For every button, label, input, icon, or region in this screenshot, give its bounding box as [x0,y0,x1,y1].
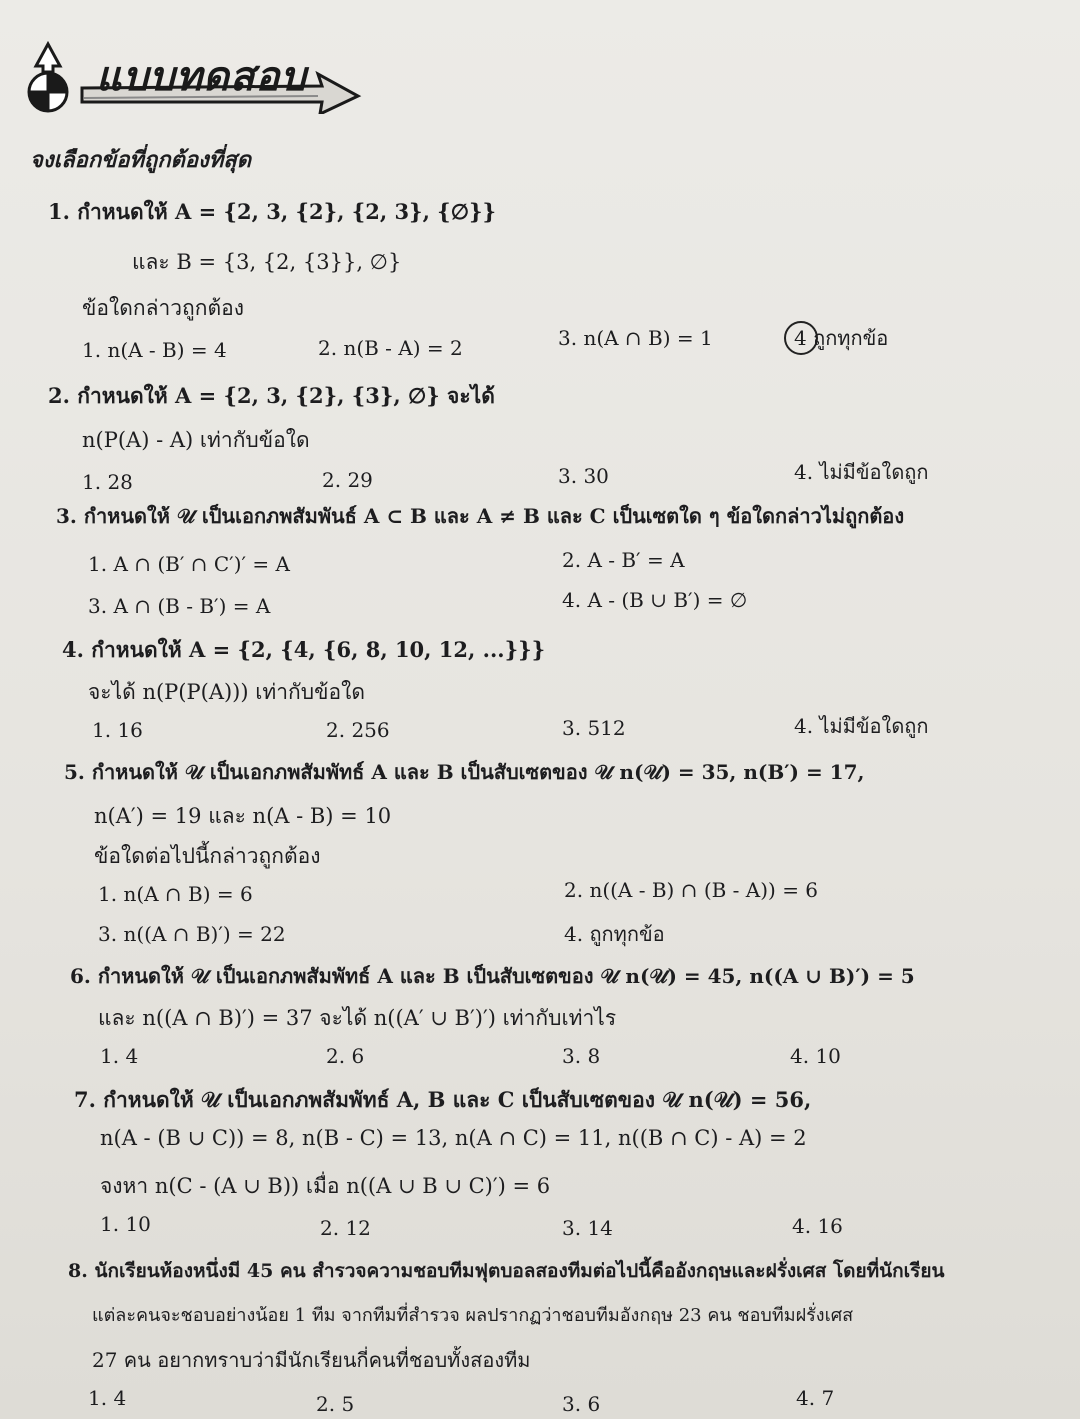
q4-choice-3[interactable]: 3. 512 [562,716,626,740]
q7-choice-3[interactable]: 3. 14 [562,1216,613,1240]
q6-choice-1[interactable]: 1. 4 [100,1044,139,1068]
q2-stem: 2. กำหนดให้ A = {2, 3, {2}, {3}, ∅} จะได้ [48,383,495,408]
q3-choice-2[interactable]: 2. A - B′ = A [562,548,685,572]
q1-choice-2[interactable]: 2. n(B - A) = 2 [318,336,463,360]
q1-choice-1[interactable]: 1. n(A - B) = 4 [82,338,227,362]
q1-choice-3[interactable]: 3. n(A ∩ B) = 1 [558,326,713,350]
q3-choice-1[interactable]: 1. A ∩ (B′ ∩ C′)′ = A [88,552,290,576]
q3-choice-3[interactable]: 3. A ∩ (B - B′) = A [88,594,271,618]
q4-choice-2[interactable]: 2. 256 [326,718,390,742]
q5-stem: 5. กำหนดให้ 𝒰 เป็นเอกภพสัมพัทธ์ A และ B เป็นสับเซตของ 𝒰 n(𝒰) = 35, n(B′) = 17, [64,760,865,784]
q2-choice-2[interactable]: 2. 29 [322,468,373,492]
q7-stem: 7. กำหนดให้ 𝒰 เป็นเอกภพสัมพัทธ์ A, B และ C เป็นสับเซตของ 𝒰 n(𝒰) = 56, [74,1087,812,1112]
q6-choice-2[interactable]: 2. 6 [326,1044,365,1068]
q3-stem: 3. กำหนดให้ 𝒰 เป็นเอกภพสัมพันธ์ A ⊂ B และ A ≠ B และ C เป็นเซตใด ๆ ข้อใดกล่าวไม่ถูกต้อง [56,504,905,528]
q8-stem-line3: 27 คน อยากทราบว่ามีนักเรียนกี่คนที่ชอบทั้งสองทีม [92,1348,531,1372]
q6-choice-3[interactable]: 3. 8 [562,1044,601,1068]
q6-choice-4[interactable]: 4. 10 [790,1044,841,1068]
q7-choice-1[interactable]: 1. 10 [100,1212,151,1236]
q5-choice-3[interactable]: 3. n((A ∩ B)′) = 22 [98,922,286,946]
instruction-text: จงเลือกข้อที่ถูกต้องที่สุด [30,148,252,173]
q4-choice-4[interactable]: 4. ไม่มีข้อใดถูก [794,714,929,738]
q1-stem: 1. กำหนดให้ A = {2, 3, {2}, {2, 3}, {∅}} [48,199,496,224]
q7-stem-line3: จงหา n(C - (A ∪ B)) เมื่อ n((A ∪ B ∪ C)′) = 6 [100,1174,551,1198]
q2-choice-1[interactable]: 1. 28 [82,470,133,494]
q8-choice-1[interactable]: 1. 4 [88,1386,127,1410]
q8-choice-2[interactable]: 2. 5 [316,1392,355,1416]
q1-choice-4[interactable]: 4 ถูกทุกข้อ [794,326,889,350]
header-title: แบบทดสอบ [96,54,307,100]
q2-stem-line2: n(P(A) - A) เท่ากับข้อใด [82,428,310,452]
q5-stem-line3: ข้อใดต่อไปนี้กล่าวถูกต้อง [94,844,321,868]
exam-header [22,36,362,114]
q8-choice-3[interactable]: 3. 6 [562,1392,601,1416]
q4-stem-line2: จะได้ n(P(P(A))) เท่ากับข้อใด [88,680,365,704]
q1-stem-line2: และ B = {3, {2, {3}}, ∅} [132,250,402,274]
q7-choice-4[interactable]: 4. 16 [792,1214,843,1238]
q4-stem: 4. กำหนดให้ A = {2, {4, {6, 8, 10, 12, ...}}} [62,637,546,662]
q5-choice-4[interactable]: 4. ถูกทุกข้อ [564,922,665,946]
q8-stem-line2: แต่ละคนจะชอบอย่างน้อย 1 ทีม จากทีมที่สำรวจ ผลปรากฏว่าชอบทีมอังกฤษ 23 คน ชอบทีมฝรั่งเศส [92,1305,854,1326]
q5-choice-2[interactable]: 2. n((A - B) ∩ (B - A)) = 6 [564,878,819,902]
q3-choice-4[interactable]: 4. A - (B ∪ B′) = ∅ [562,588,748,612]
q5-choice-1[interactable]: 1. n(A ∩ B) = 6 [98,882,253,906]
q7-stem-line2: n(A - (B ∪ C)) = 8, n(B - C) = 13, n(A ∩ C) = 11, n((B ∩ C) - A) = 2 [100,1126,807,1150]
q2-choice-4[interactable]: 4. ไม่มีข้อใดถูก [794,460,929,484]
q7-choice-2[interactable]: 2. 12 [320,1216,371,1240]
q2-choice-3[interactable]: 3. 30 [558,464,609,488]
q4-choice-1[interactable]: 1. 16 [92,718,143,742]
q6-stem-line2: และ n((A ∩ B)′) = 37 จะได้ n((A′ ∪ B′)′) เท่ากับเท่าไร [98,1006,617,1030]
q5-stem-line2: n(A′) = 19 และ n(A - B) = 10 [94,804,392,828]
q1-stem-line3: ข้อใดกล่าวถูกต้อง [82,296,244,320]
q6-stem: 6. กำหนดให้ 𝒰 เป็นเอกภพสัมพัทธ์ A และ B เป็นสับเซตของ 𝒰 n(𝒰) = 45, n((A ∪ B)′) = 5 [70,964,915,988]
q8-choice-4[interactable]: 4. 7 [796,1386,835,1410]
q8-stem: 8. นักเรียนห้องหนึ่งมี 45 คน สำรวจความชอบทีมฟุตบอลสองทีมต่อไปนี้คืออังกฤษและฝรั่งเศส โดยที่นักเรียน [68,1260,945,1282]
